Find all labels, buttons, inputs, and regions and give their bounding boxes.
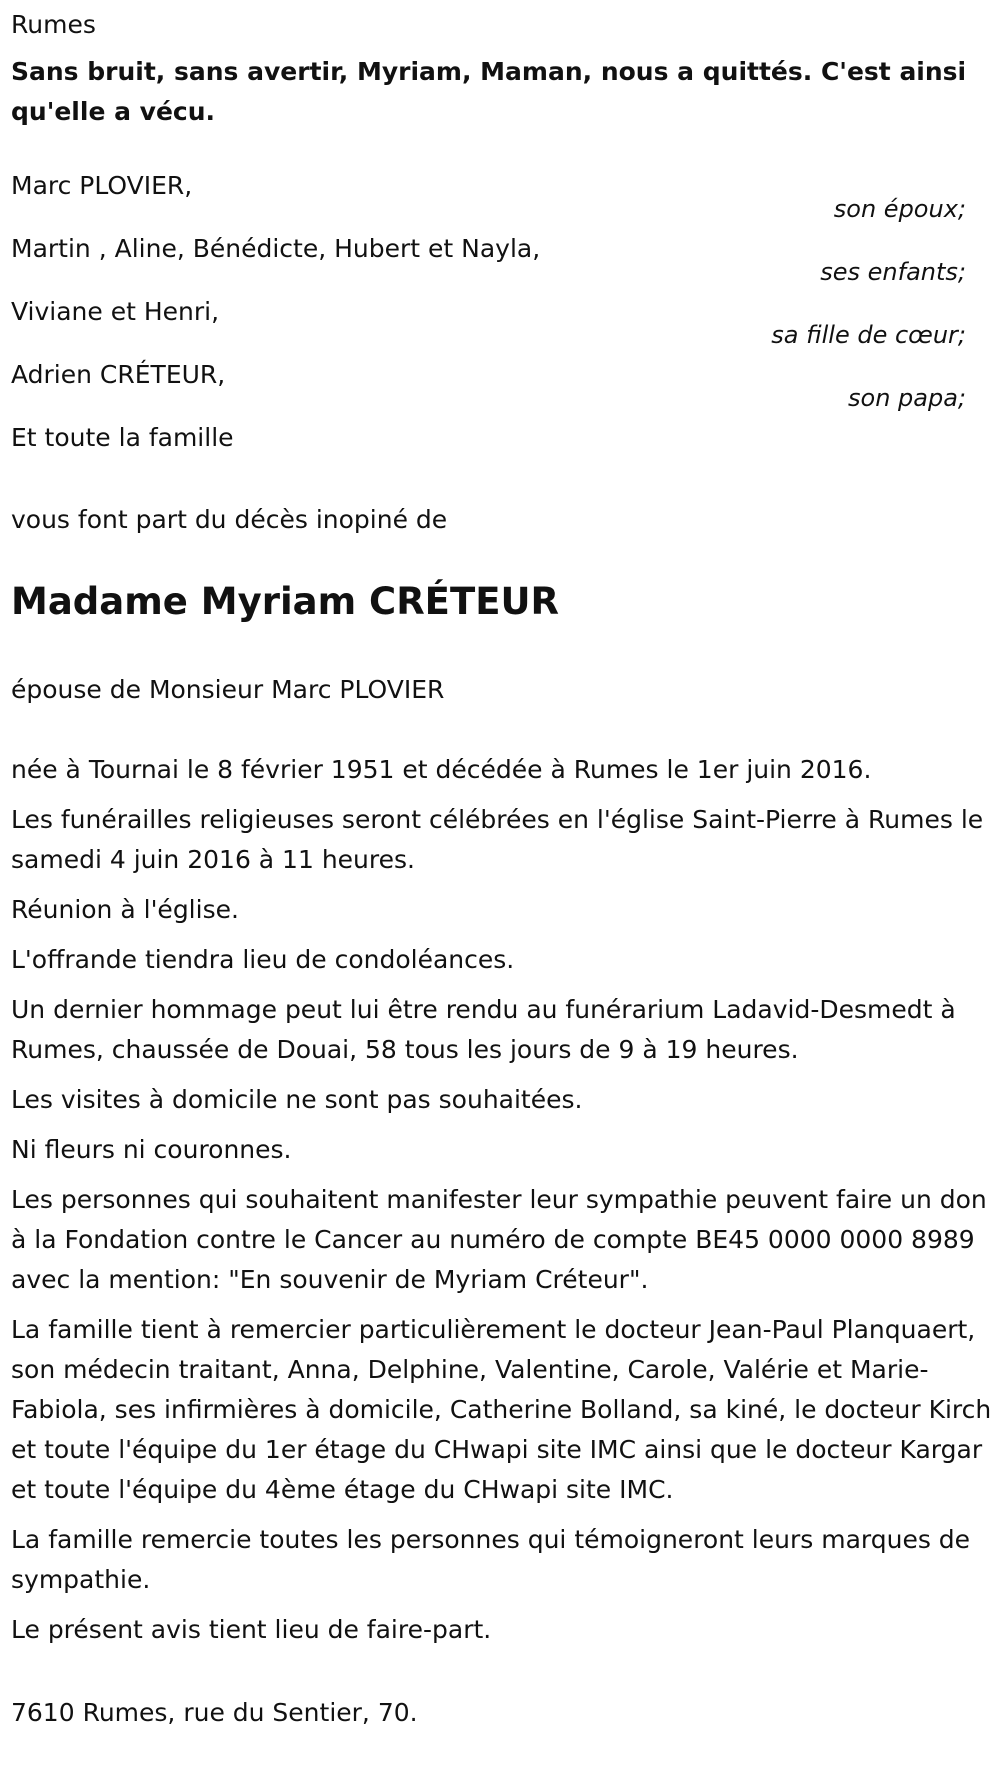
spouse-line: épouse de Monsieur Marc PLOVIER <box>11 675 445 704</box>
opening-quote: Sans bruit, sans avertir, Myriam, Maman, nous a quittés. C'est ainsi qu'elle a vécu. <box>11 57 967 126</box>
family-list <box>11 170 991 485</box>
place-name: Rumes <box>11 10 96 39</box>
detail-paragraph: Ni fleurs ni couronnes. <box>11 1135 292 1164</box>
details-section <box>11 750 992 1650</box>
detail-paragraph: La famille tient à remercier particulièrement le docteur Jean-Paul Planquaert, son médecin traitant, Anna, Delphine, Valentine, Carole, Valérie et Marie-Fabiola, ses infirmières à domicile, Catherine Bolland, sa kiné, le docteur Kirch et toute l'équipe du 1er étage du CHwapi site IMC ainsi que le docteur Kargar et toute l'équipe du 4ème étage du CHwapi site IMC. <box>11 1315 992 1504</box>
family-member-relation: ses enfants; <box>820 258 966 286</box>
detail-paragraph: née à Tournai le 8 février 1951 et décédée à Rumes le 1er juin 2016. <box>11 755 872 784</box>
detail-paragraph: Réunion à l'église. <box>11 895 239 924</box>
address-line: 7610 Rumes, rue du Sentier, 70. <box>11 1698 418 1727</box>
family-member-relation: son papa; <box>848 384 966 412</box>
family-row <box>11 233 991 296</box>
family-row <box>11 296 991 359</box>
family-member-relation: sa fille de cœur; <box>771 321 966 349</box>
announcement-text: vous font part du décès inopiné de <box>11 505 448 534</box>
family-row <box>11 170 991 233</box>
detail-paragraph: Le présent avis tient lieu de faire-part. <box>11 1615 492 1644</box>
family-member-name: Martin , Aline, Bénédicte, Hubert et Nayla, <box>11 234 541 263</box>
family-row <box>11 422 991 485</box>
detail-paragraph: Un dernier hommage peut lui être rendu au funérarium Ladavid-Desmedt à Rumes, chaussée de Douai, 58 tous les jours de 9 à 19 heures. <box>11 995 956 1064</box>
detail-paragraph: L'offrande tiendra lieu de condoléances. <box>11 945 515 974</box>
family-member-name: Et toute la famille <box>11 423 234 452</box>
family-member-name: Adrien CRÉTEUR, <box>11 360 226 389</box>
detail-paragraph: Les funérailles religieuses seront célébrées en l'église Saint-Pierre à Rumes le samedi 4 juin 2016 à 11 heures. <box>11 805 984 874</box>
family-member-relation: son époux; <box>833 195 966 223</box>
detail-paragraph: La famille remercie toutes les personnes qui témoigneront leurs marques de sympathie. <box>11 1525 971 1594</box>
family-member-name: Marc PLOVIER, <box>11 171 193 200</box>
family-member-name: Viviane et Henri, <box>11 297 220 326</box>
deceased-name: Madame Myriam CRÉTEUR <box>11 580 560 623</box>
detail-paragraph: Les visites à domicile ne sont pas souhaitées. <box>11 1085 583 1114</box>
family-row <box>11 359 991 422</box>
detail-paragraph: Les personnes qui souhaitent manifester leur sympathie peuvent faire un don à la Fondation contre le Cancer au numéro de compte BE45 0000 0000 8989 avec la mention: "En souvenir de Myriam Créteur". <box>11 1185 987 1294</box>
